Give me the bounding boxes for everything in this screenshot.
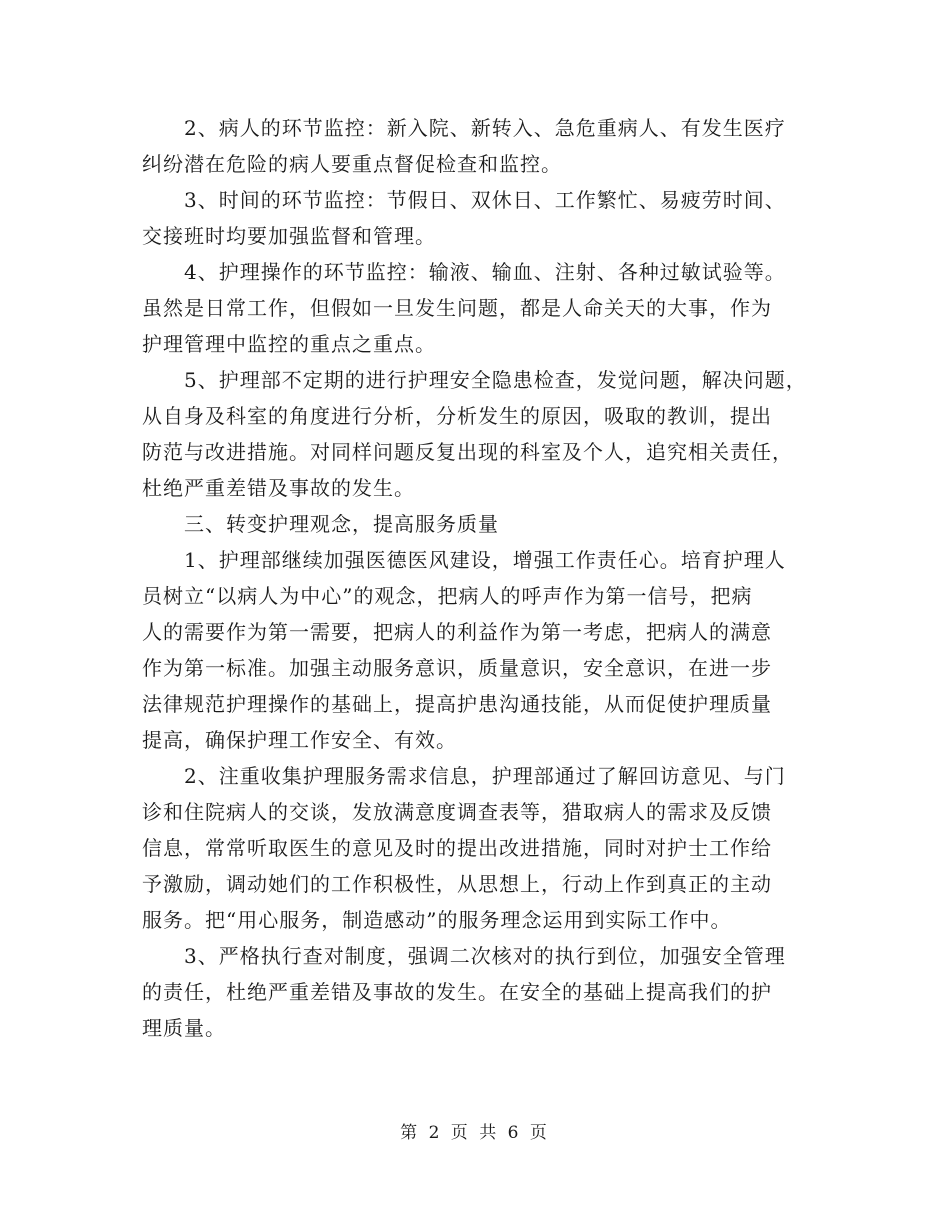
text-line: 1、护理部继续加强医德医风建设，增强工作责任心。培育护理人 xyxy=(184,548,786,572)
text-line: 的责任，杜绝严重差错及事故的发生。在安全的基础上提高我们的护 xyxy=(142,980,772,1004)
text-line: 交接班时均要加强监督和管理。 xyxy=(142,224,436,248)
text-line: 5、护理部不定期的进行护理安全隐患检查，发觉问题，解决问题， xyxy=(184,368,807,392)
text-line: 作为第一标准。加强主动服务意识，质量意识，安全意识，在进一步 xyxy=(142,656,772,680)
paragraph-time-monitoring xyxy=(142,182,822,254)
text-line: 3、严格执行查对制度，强调二次核对的执行到位，加强安全管理 xyxy=(184,944,786,968)
text-line: 2、病人的环节监控：新入院、新转入、急危重病人、有发生医疗 xyxy=(184,116,786,140)
text-line: 从自身及科室的角度进行分析，分析发生的原因，吸取的教训，提出 xyxy=(142,404,772,428)
text-line: 护理管理中监控的重点之重点。 xyxy=(142,332,436,356)
paragraph-patient-monitoring xyxy=(142,110,822,182)
text-line: 法律规范护理操作的基础上，提高护患沟通技能，从而促使护理质量 xyxy=(142,692,772,716)
text-line: 诊和住院病人的交谈，发放满意度调查表等，猎取病人的需求及反馈 xyxy=(142,800,772,824)
text-line: 理质量。 xyxy=(142,1016,226,1040)
paragraph-operation-monitoring xyxy=(142,254,822,362)
text-line: 4、护理操作的环节监控：输液、输血、注射、各种过敏试验等。 xyxy=(184,260,786,284)
document-body xyxy=(142,110,822,1046)
text-line: 人的需要作为第一需要，把病人的利益作为第一考虑，把病人的满意 xyxy=(142,620,772,644)
text-line: 防范与改进措施。对同样问题反复出现的科室及个人，追究相关责任， xyxy=(142,440,793,464)
text-line: 员树立“以病人为中心”的观念，把病人的呼声作为第一信号，把病 xyxy=(142,584,753,608)
section-title: 三、转变护理观念，提高服务质量 xyxy=(184,512,499,536)
text-line: 予激励，调动她们的工作积极性，从思想上，行动上作到真正的主动 xyxy=(142,872,772,896)
paragraph-medical-ethics xyxy=(142,542,822,758)
text-line: 纠纷潜在危险的病人要重点督促检查和监控。 xyxy=(142,152,562,176)
text-line: 杜绝严重差错及事故的发生。 xyxy=(142,476,415,500)
text-line: 3、时间的环节监控：节假日、双休日、工作繁忙、易疲劳时间、 xyxy=(184,188,786,212)
text-line: 2、注重收集护理服务需求信息，护理部通过了解回访意见、与门 xyxy=(184,764,786,788)
text-line: 提高，确保护理工作安全、有效。 xyxy=(142,728,457,752)
text-line: 信息，常常听取医生的意见及时的提出改进措施，同时对护士工作给 xyxy=(142,836,772,860)
text-line: 虽然是日常工作，但假如一旦发生问题，都是人命关天的大事，作为 xyxy=(142,296,772,320)
section-heading xyxy=(142,506,822,542)
paragraph-safety-inspection xyxy=(142,362,822,506)
page-number-footer: 第 2 页 共 6 页 xyxy=(400,1123,550,1143)
paragraph-service-feedback xyxy=(142,758,822,938)
text-line: 服务。把“用心服务，制造感动”的服务理念运用到实际工作中。 xyxy=(142,908,732,932)
paragraph-verification-system xyxy=(142,938,822,1046)
